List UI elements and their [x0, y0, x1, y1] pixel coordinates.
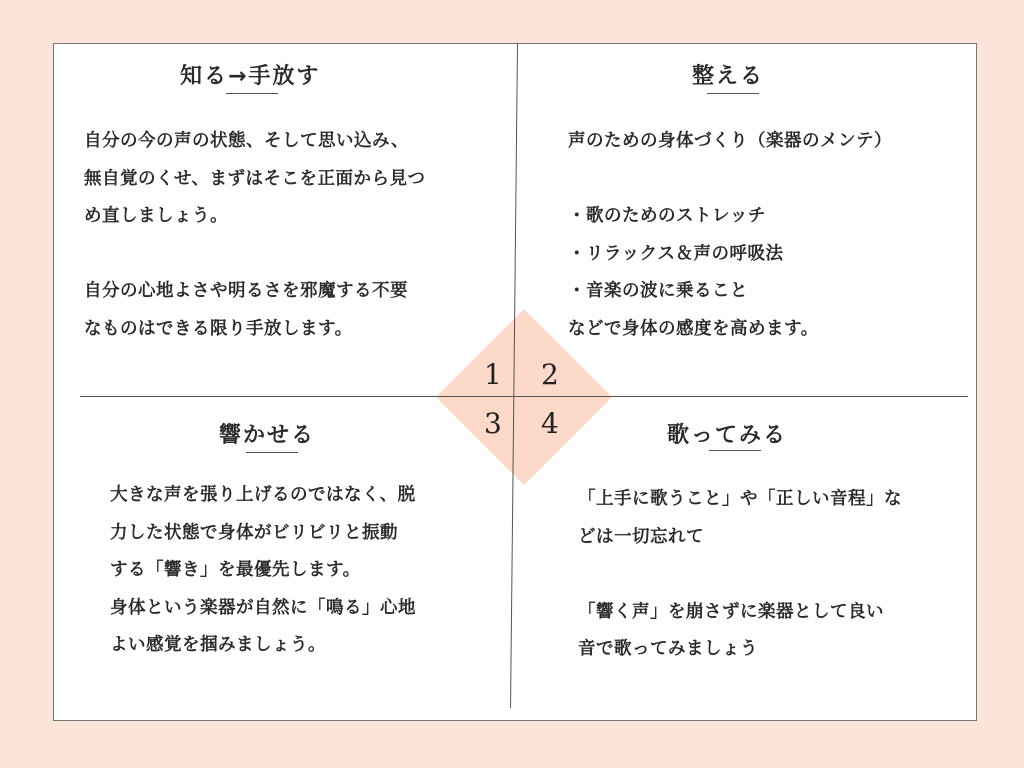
quadrant-4-body — [578, 481, 902, 669]
quadrant-2-line — [568, 161, 892, 199]
quadrant-1-line — [84, 236, 425, 274]
number-4: 4 — [541, 407, 559, 440]
quadrant-1-line: なものはできる限り手放します。 — [84, 318, 353, 339]
quadrant-2-line: などで身体の感度を高めます。 — [568, 318, 819, 339]
quadrant-4-line — [578, 556, 902, 594]
quadrant-2-line: 声のための身体づくり（楽器のメンテ） — [568, 131, 892, 151]
quadrant-4-title-underline — [709, 450, 761, 451]
quadrant-2-body — [568, 123, 892, 348]
quadrant-3-title-underline — [246, 452, 298, 453]
quadrant-1-line: 自分の心地よさや明るさを邪魔する不要 — [84, 281, 408, 301]
quadrant-4-title: 歌ってみる — [667, 423, 788, 448]
quadrant-1-line: め直しましょう。 — [84, 206, 228, 226]
quadrant-1-body — [84, 123, 425, 348]
horizontal-divider — [80, 396, 968, 397]
quadrant-2-title-underline — [707, 93, 759, 94]
quadrant-4-line: どは一切忘れて — [578, 526, 704, 547]
quadrant-3-line: 大きな声を張り上げるのではなく、脱 — [110, 485, 416, 505]
number-1: 1 — [484, 358, 502, 391]
number-2: 2 — [541, 358, 559, 391]
quadrant-3-line: 身体という楽器が自然に「鳴る」心地 — [110, 597, 416, 618]
quadrant-3-line: よい感覚を掴みましょう。 — [110, 635, 326, 655]
quadrant-4-line: 音で歌ってみましょう — [578, 639, 758, 659]
quadrant-2-line: ・歌のためのストレッチ — [568, 206, 766, 226]
quadrant-4-line: 「上手に歌うこと」や「正しい音程」な — [578, 489, 902, 509]
quadrant-3-line: 力した状態で身体がビリビリと振動 — [110, 522, 398, 543]
quadrant-3-title: 響かせる — [219, 423, 316, 448]
quadrant-2-title: 整える — [692, 64, 765, 89]
quadrant-2-line: ・リラックス＆声の呼吸法 — [568, 243, 784, 264]
quadrant-1-line: 無自覚のくせ、まずはそこを正面から見つ — [84, 168, 426, 189]
quadrant-1-title-underline — [226, 93, 278, 94]
number-3: 3 — [484, 407, 502, 440]
quadrant-1-line: 自分の今の声の状態、そして思い込み、 — [84, 131, 410, 151]
quadrant-1-title: 知る→手放す — [180, 64, 321, 89]
quadrant-4-line: 「響く声」を崩さずに楽器として良い — [578, 601, 884, 622]
quadrant-2-line: ・音楽の波に乗ること — [568, 281, 748, 301]
quadrant-3-body — [110, 477, 416, 665]
quadrant-3-line: する「響き」を最優先します。 — [110, 560, 361, 580]
